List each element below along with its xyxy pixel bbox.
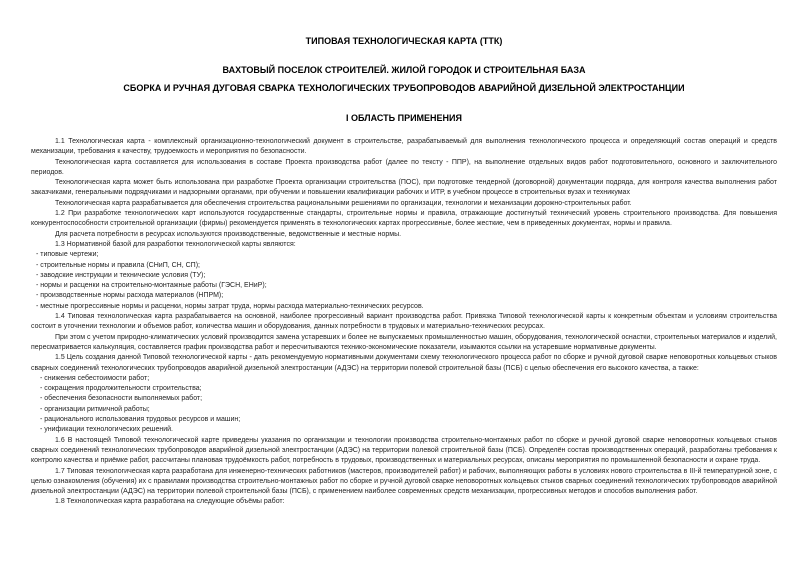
paragraph-1-5: 1.5 Цель создания данной Типовой технологической карты - дать рекомендуемую нормативными документами схему технологического процесса работ по сборке и ручной дуговой сварке неповоротных кольцевых стыков сварных соединений технологических трубопроводов аварийной дизельной электростанции (АДЭС) на территории полевой строительной базы (ПСБ) с целью обеспечения его высокого качества, а также:: [31, 354, 777, 372]
list-item: - рационального использования трудовых ресурсов и машин;: [40, 416, 241, 424]
paragraph: Технологическая карта разрабатывается для обеспечения строительства рациональными решениями по организации, технологии и механизации дорожно-строительных работ.: [55, 199, 632, 207]
list-item: - местные прогрессивные нормы и расценки, нормы затрат труда, нормы расхода материально-технических ресурсов.: [36, 302, 424, 310]
paragraph-1-8: 1.8 Технологическая карта разработана на следующие объёмы работ:: [55, 498, 285, 506]
paragraph-1-1: 1.1 Технологическая карта - комплексный организационно-технологический документ в строительстве, разрабатываемый для выполнения технологического процесса и определяющий состав операций и средств механизации, требования к качеству, трудоемкость и мероприятия по безопасности.: [31, 138, 777, 156]
paragraph: Для расчета потребности в ресурсах используются производственные, ведомственные и местные нормы.: [55, 230, 402, 238]
list-item: - организации ритмичной работы;: [40, 405, 150, 413]
paragraph: При этом с учетом природно-климатических условий производится замена устаревших и более не выпускаемых промышленностью машин, оборудования, технологической оснастки, строительных материалов и изделий, пересматривается калькуляция, составляется график производства работ и пересчитываются технико-экономические показатели, изымаются ссылки на устаревшие нормативные документы.: [31, 333, 777, 351]
list-item: - нормы и расценки на строительно-монтажные работы (ГЭСН, ЕНиР);: [36, 282, 267, 290]
paragraph: Технологическая карта составляется для использования в составе Проекта производства работ (далее по тексту - ППР), на выполнение отдельных видов работ подготовительного, основного и заключительного периодов.: [31, 158, 777, 176]
list-item: - унификации технологических решений.: [40, 426, 173, 434]
list-item: - строительные нормы и правила (СНиП, СН, СП);: [36, 261, 200, 269]
list-item: - производственные нормы расхода материалов (НПРМ);: [36, 292, 224, 300]
list-item: - снижения себестоимости работ;: [40, 374, 150, 382]
list-item: - обеспечения безопасности выполняемых работ;: [40, 395, 203, 403]
list-item: - сокращения продолжительности строительства;: [40, 385, 202, 393]
list-item: - заводские инструкции и технические условия (ТУ);: [36, 271, 206, 279]
paragraph-1-4: 1.4 Типовая технологическая карта разрабатывается на основной, наиболее прогрессивный вариант производства работ. Привязка Типовой технологической карты к конкретным объектам и условиям строительства состоит в уточнении технологии и объемов работ, количества машин и оборудования, данных потребности в трудовых и материально-технических ресурсах.: [31, 313, 777, 331]
paragraph: Технологическая карта может быть использована при разработке Проекта организации строительства (ПОС), при подготовке тендерной (договорной) документации подряда, для контроля качества выполнения работ заказчиками, генеральными подрядчиками и надзорными органами, при обучении и повышении квалификации рабочих и ИТР, в учебном процессе в строительных вузах и техникумах: [31, 179, 777, 197]
paragraph-1-7: 1.7 Типовая технологическая карта разработана для инженерно-технических работников (мастеров, производителей работ) и рабочих, выполняющих работы в условиях нового строительства в III-й температурной зоне, с целью ознакомления (обучения) их с правилами производства строительно-монтажных работ по сборке и ручной дуговой сварке неповоротных кольцевых стыков сварных соединений технологических трубопроводов аварийной дизельной электростанции (АДЭС) на территории полевой строительной базы (ПСБ), с применением наиболее современных средств механизации, прогрессивных методов и способов выполнения работ.: [31, 467, 777, 496]
section-heading: I ОБЛАСТЬ ПРИМЕНЕНИЯ: [346, 113, 462, 123]
list-item: - типовые чертежи;: [36, 251, 99, 259]
document-subtitle-work: СБОРКА И РУЧНАЯ ДУГОВАЯ СВАРКА ТЕХНОЛОГИЧЕСКИХ ТРУБОПРОВОДОВ АВАРИЙНОЙ ДИЗЕЛЬНОЙ ЭЛЕКТРОСТАНЦИИ: [123, 83, 685, 93]
document-title: ТИПОВАЯ ТЕХНОЛОГИЧЕСКАЯ КАРТА (ТТК): [305, 36, 503, 46]
paragraph-1-6: 1.6 В настоящей Типовой технологической карте приведены указания по организации и технологии производства строительно-монтажных работ по сборке и ручной дуговой сварке неповоротных кольцевых стыков сварных соединений технологических трубопроводов аварийной дизельной электростанции (АДЭС) на территории полевой строительной базы (ПСБ). Определён состав производственных операций, разработаны требования к контролю качества и приёмке работ, рассчитаны плановая трудоёмкость работ, потребность в трудовых, производственных и материальных ресурсах, описаны мероприятия по промышленной безопасности и охране труда.: [31, 436, 777, 465]
paragraph-1-2: 1.2 При разработке технологических карт используются государственные стандарты, строительные нормы и правила, отражающие достигнутый технический уровень строительного производства. Для повышения конкурентоспособности строительной организации (фирмы) рекомендуется применять в технологических картах прогрессивные, более жесткие, чем в приведенных документах, нормы и правила.: [31, 210, 777, 228]
document-subtitle-object: ВАХТОВЫЙ ПОСЕЛОК СТРОИТЕЛЕЙ. ЖИЛОЙ ГОРОДОК И СТРОИТЕЛЬНАЯ БАЗА: [222, 65, 586, 75]
paragraph-1-3: 1.3 Нормативной базой для разработки технологической карты являются:: [55, 240, 296, 248]
